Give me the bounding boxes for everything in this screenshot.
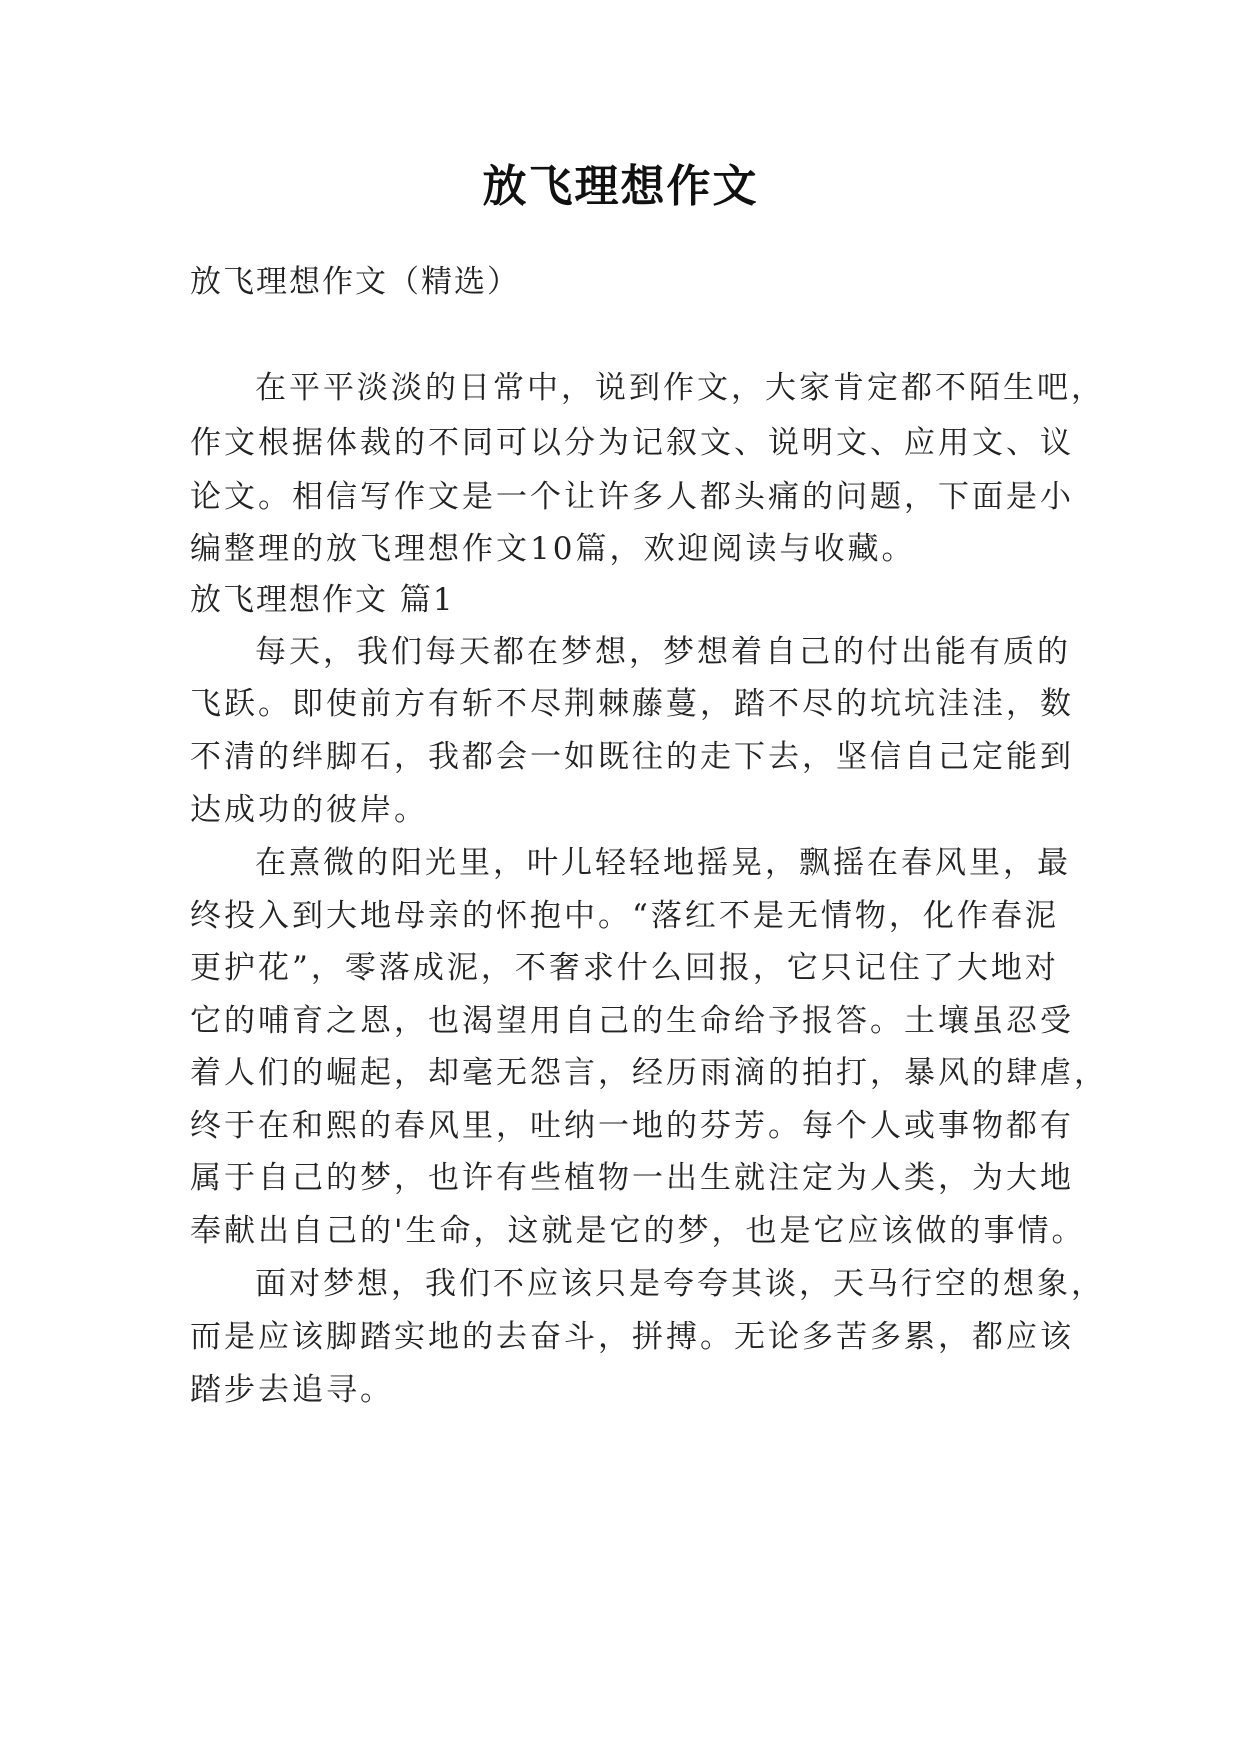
paragraph-line: 终于在和熙的春风里，吐纳一地的芬芳。每个人或事物都有 [190,1108,1074,1144]
paragraph-line: 面对梦想，我们不应该只是夸夸其谈，天马行空的想象， [255,1266,1105,1302]
paragraph-line: 每天，我们每天都在梦想，梦想着自己的付出能有质的 [255,634,1071,670]
document-subtitle: 放飞理想作文（精选） [190,264,520,300]
paragraph-line: 属于自己的梦，也许有些植物一出生就注定为人类，为大地 [190,1160,1074,1196]
paragraph-line: 着人们的崛起，却毫无怨言，经历雨滴的拍打，暴风的肆虐， [190,1055,1108,1091]
paragraph-line: 终投入到大地母亲的怀抱中。“落红不是无情物，化作春泥 [190,898,1059,934]
paragraph-line: 不清的绊脚石，我都会一如既往的走下去，坚信自己定能到 [190,739,1074,775]
paragraph-line: 踏步去追寻。 [190,1372,394,1408]
intro-line: 作文根据体裁的不同可以分为记叙文、说明文、应用文、议 [190,425,1074,461]
paragraph-line: 奉献出自己的'生命，这就是它的梦，也是它应该做的事情。 [190,1213,1086,1249]
section-heading: 放飞理想作文 篇1 [190,582,455,618]
paragraph-line: 在熹微的阳光里，叶儿轻轻地摇晃，飘摇在春风里，最 [255,845,1071,881]
paragraph-line: 达成功的彼岸。 [190,792,428,828]
intro-line: 论文。相信写作文是一个让许多人都头痛的问题，下面是小 [190,479,1074,515]
intro-line: 编整理的放飞理想作文10篇，欢迎阅读与收藏。 [190,531,916,567]
paragraph-line: 更护花”，零落成泥，不奢求什么回报，它只记住了大地对 [190,950,1059,986]
paragraph-line: 飞跃。即使前方有斩不尽荆棘藤蔓，踏不尽的坑坑洼洼，数 [190,686,1074,722]
document-title: 放飞理想作文 [482,161,759,212]
paragraph-line: 而是应该脚踏实地的去奋斗，拼搏。无论多苦多累，都应该 [190,1319,1074,1355]
intro-line: 在平平淡淡的日常中，说到作文，大家肯定都不陌生吧， [255,370,1105,406]
paragraph-line: 它的哺育之恩，也渴望用自己的生命给予报答。土壤虽忍受 [190,1003,1074,1039]
